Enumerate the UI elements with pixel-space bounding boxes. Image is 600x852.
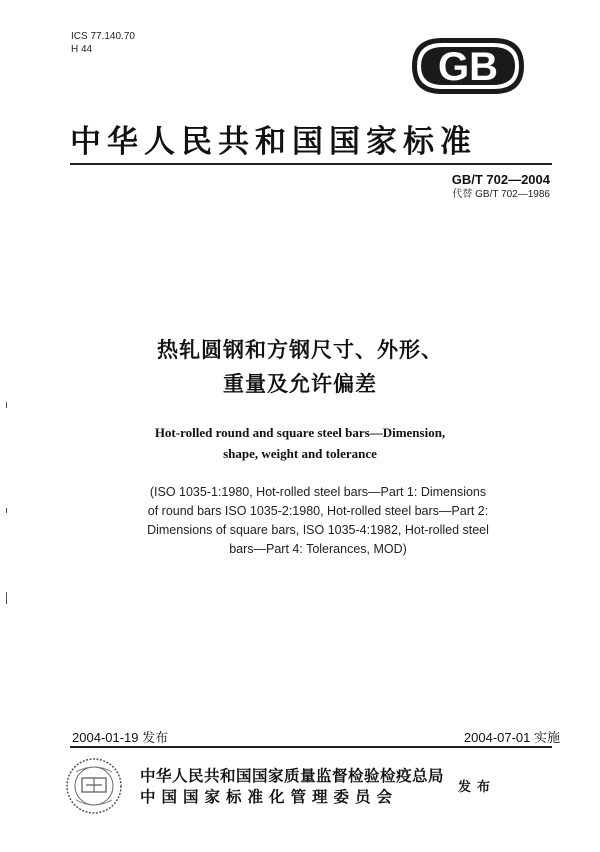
iso-reference-line: (ISO 1035-1:1980, Hot-rolled steel bars—Part 1: Dimensions xyxy=(149,485,487,499)
bottom-divider xyxy=(70,746,552,748)
iso-reference-line: Dimensions of square bars, ISO 1035-4:1982, Hot-rolled steel xyxy=(147,523,489,537)
classification-codes xyxy=(71,30,135,56)
issuer-sac: 中国国家标准化管理委员会 xyxy=(140,788,399,806)
implementation-date: 2004-07-01 实施 xyxy=(463,730,560,745)
title-chinese-line-1: 热轧圆钢和方钢尺寸、外形、 xyxy=(157,338,443,362)
page-title: 中华人民共和国国家标准 xyxy=(70,124,477,160)
title-english-line-1: Hot-rolled round and square steel bars—Dimension, xyxy=(154,425,446,440)
publish-date: 2004-01-19 发布 xyxy=(72,730,169,745)
scan-mark xyxy=(6,508,7,513)
title-english-line-2: shape, weight and tolerance xyxy=(223,446,377,461)
scan-mark xyxy=(6,592,7,604)
issuer-aqsiq: 中华人民共和国国家质量监督检验检疫总局 xyxy=(140,767,445,785)
iso-reference-line: bars—Part 4: Tolerances, MOD) xyxy=(229,542,407,556)
scan-mark xyxy=(6,402,7,408)
iso-reference-line: of round bars ISO 1035-2:1980, Hot-rolled steel bars—Part 2: xyxy=(147,504,489,518)
ccs-code: H 44 xyxy=(71,44,93,55)
gb-logo-text: GB xyxy=(438,45,498,89)
gb-logo xyxy=(408,34,528,98)
standard-code-block xyxy=(452,172,550,201)
seal-stamp-icon xyxy=(64,756,124,816)
title-chinese-line-2: 重量及允许偏差 xyxy=(223,372,377,396)
top-divider xyxy=(70,163,552,165)
ics-code: ICS 77.140.70 xyxy=(71,31,135,42)
issue-label: 发布 xyxy=(458,780,497,795)
standard-number: GB/T 702—2004 xyxy=(451,172,550,187)
replaced-standard: 代替 GB/T 702—1986 xyxy=(452,189,550,200)
